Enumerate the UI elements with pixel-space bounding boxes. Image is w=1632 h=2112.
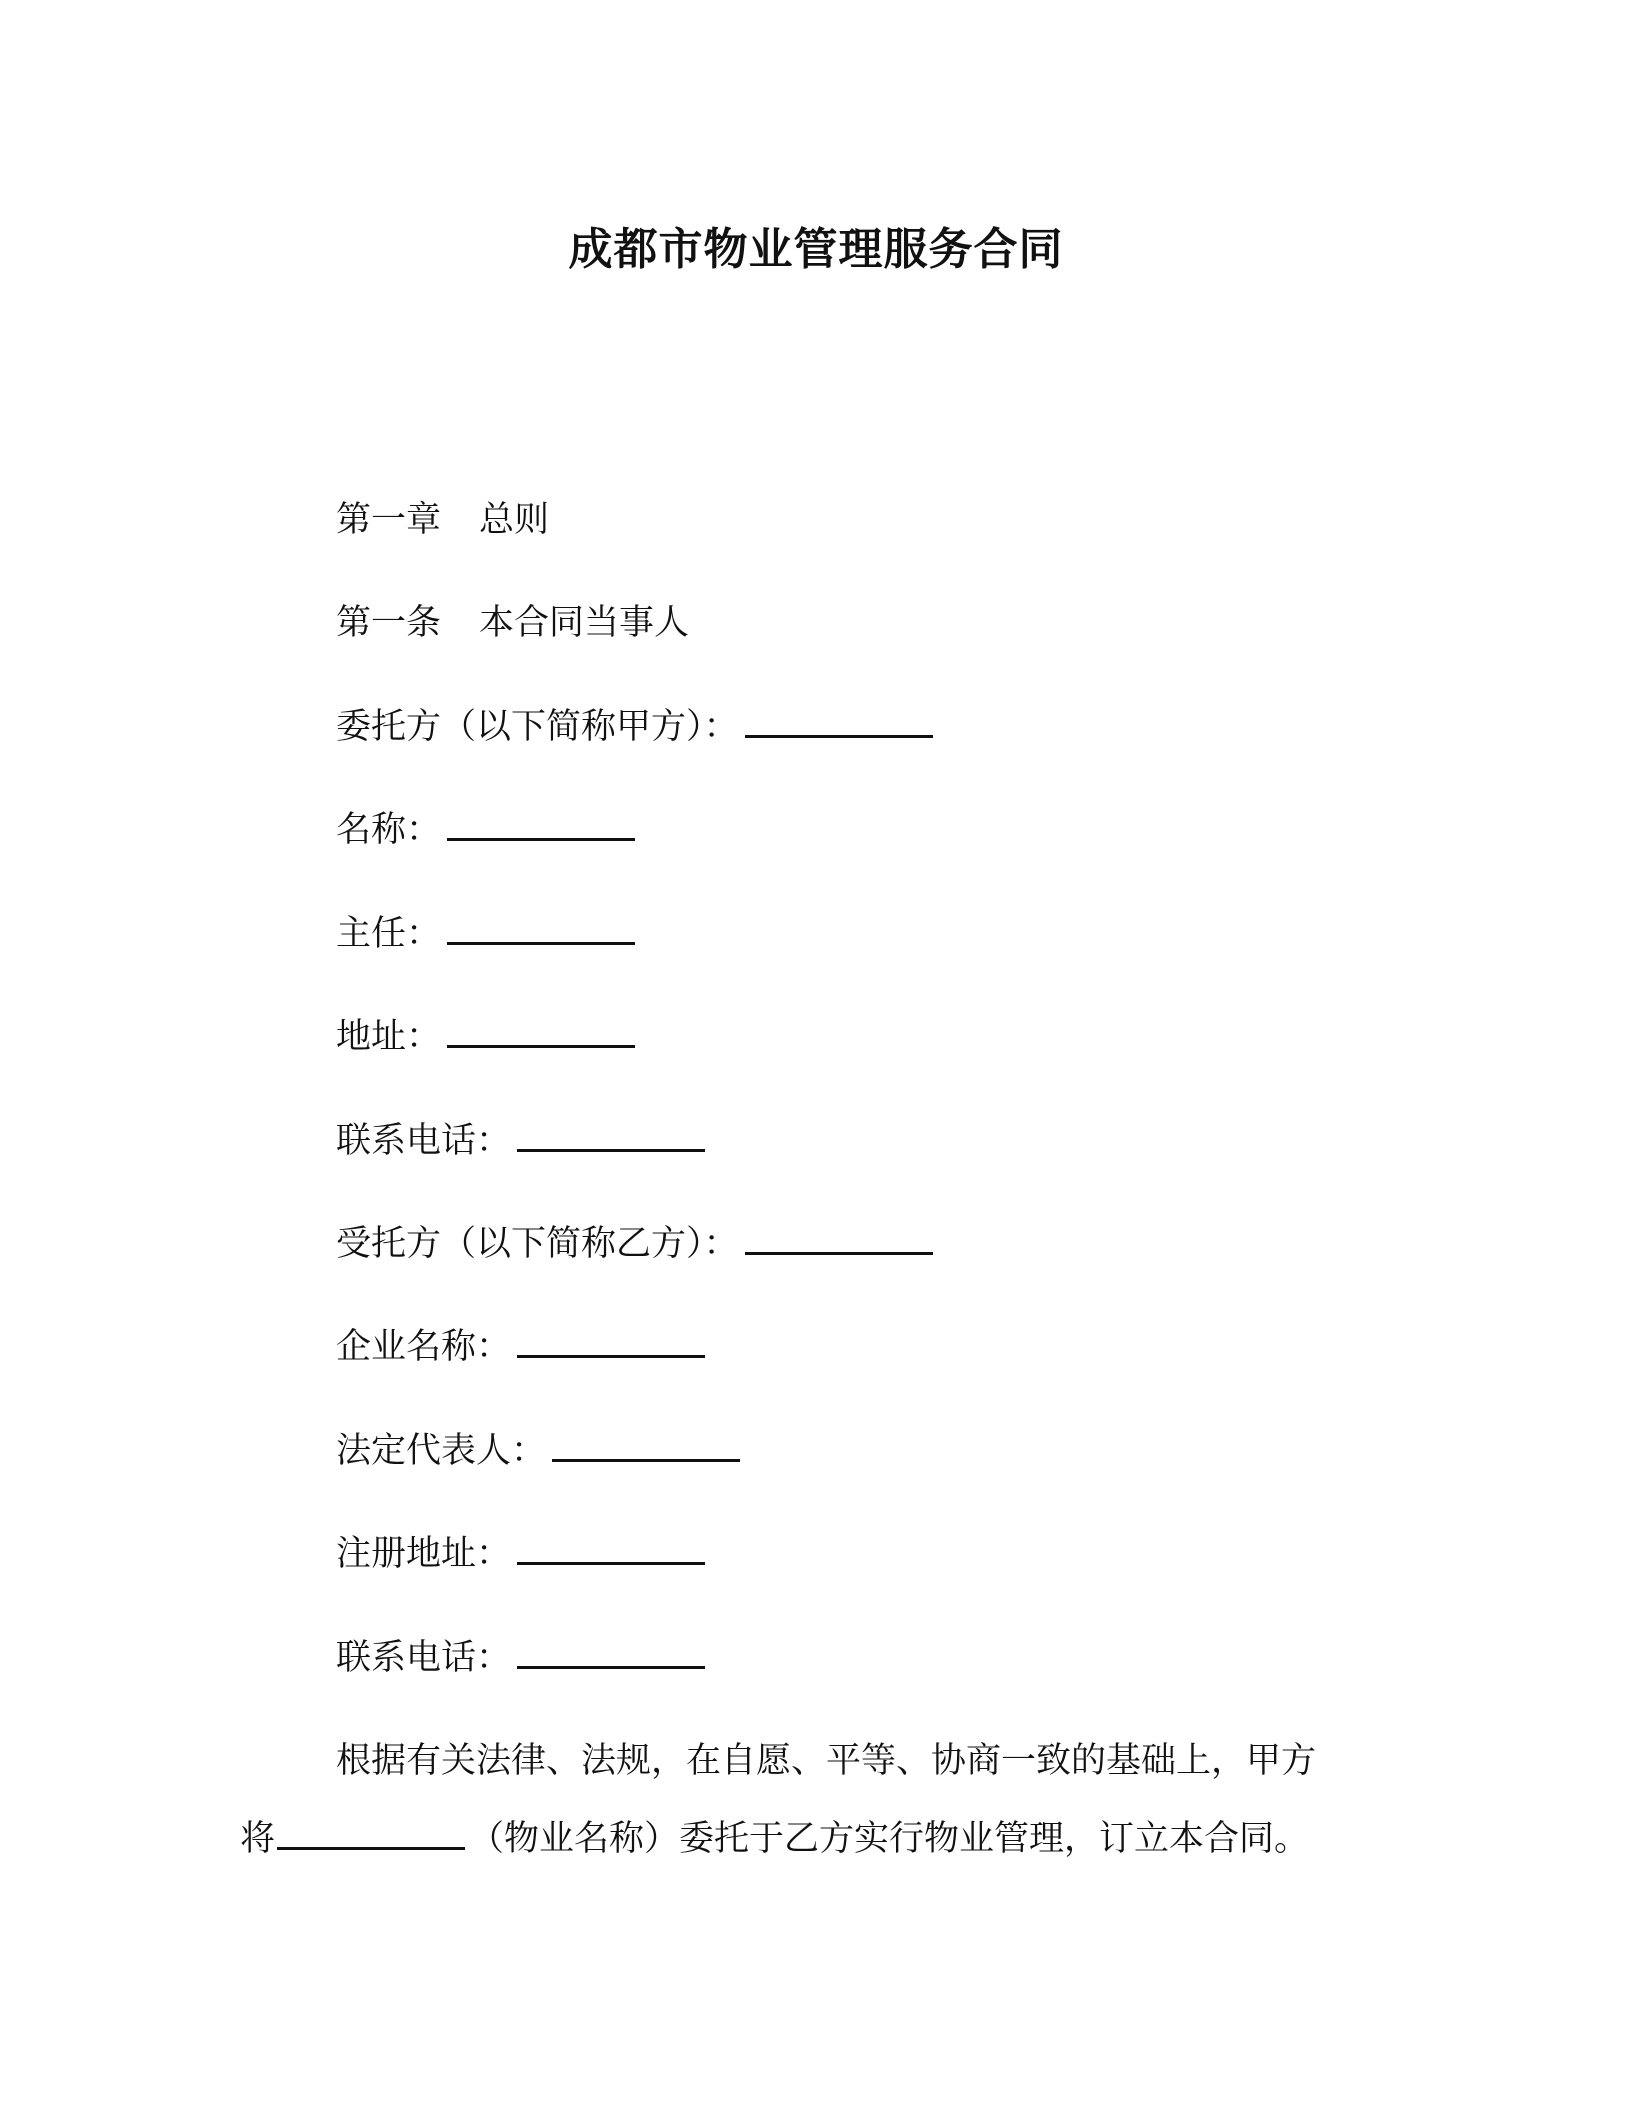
party-b-blank[interactable] [745,1222,933,1255]
party-a-heading [336,705,933,749]
preamble-line-1: 根据有关法律、法规，在自愿、平等、协商一致的基础上，甲方 [336,1741,1317,1781]
party-b-label: 受托方（以下简称乙方）： [336,1224,739,1264]
party-a-field-name [336,808,635,852]
preamble-line-2-start: 将 [240,1819,276,1859]
fill-blank[interactable] [552,1429,740,1462]
field-label: 名称： [336,810,442,850]
party-b-field-legal-rep [336,1429,740,1473]
party-b-field-company [336,1325,705,1369]
field-label: 企业名称： [336,1327,512,1367]
preamble-line-2 [240,1817,1309,1861]
field-label: 注册地址： [336,1534,512,1574]
chapter-name: 总则 [479,500,550,540]
party-b-field-reg-address [336,1532,705,1576]
fill-blank[interactable] [517,1119,705,1152]
chapter-number: 第一章 [336,500,442,540]
fill-blank[interactable] [517,1532,705,1565]
party-b-heading [336,1222,933,1266]
party-b-field-phone [336,1636,705,1680]
party-a-blank[interactable] [745,705,933,738]
field-label: 地址： [336,1017,442,1057]
field-label: 法定代表人： [336,1431,547,1471]
party-a-field-phone [336,1119,705,1163]
party-a-field-director [336,912,635,956]
field-label: 主任： [336,914,442,954]
preamble-line-2-end: （物业名称）委托于乙方实行物业管理，订立本合同。 [469,1819,1310,1859]
fill-blank[interactable] [447,912,635,945]
fill-blank[interactable] [447,1015,635,1048]
chapter-heading [336,498,549,542]
party-a-field-address [336,1015,635,1059]
document-title: 成都市物业管理服务合同 [568,224,1064,275]
party-a-label: 委托方（以下简称甲方）： [336,707,739,747]
property-name-blank[interactable] [277,1817,465,1850]
article-number: 第一条 [336,603,442,643]
field-label: 联系电话： [336,1638,512,1678]
fill-blank[interactable] [517,1325,705,1358]
article-name: 本合同当事人 [479,603,690,643]
fill-blank[interactable] [517,1636,705,1669]
fill-blank[interactable] [447,808,635,841]
article-heading [336,601,689,645]
field-label: 联系电话： [336,1121,512,1161]
